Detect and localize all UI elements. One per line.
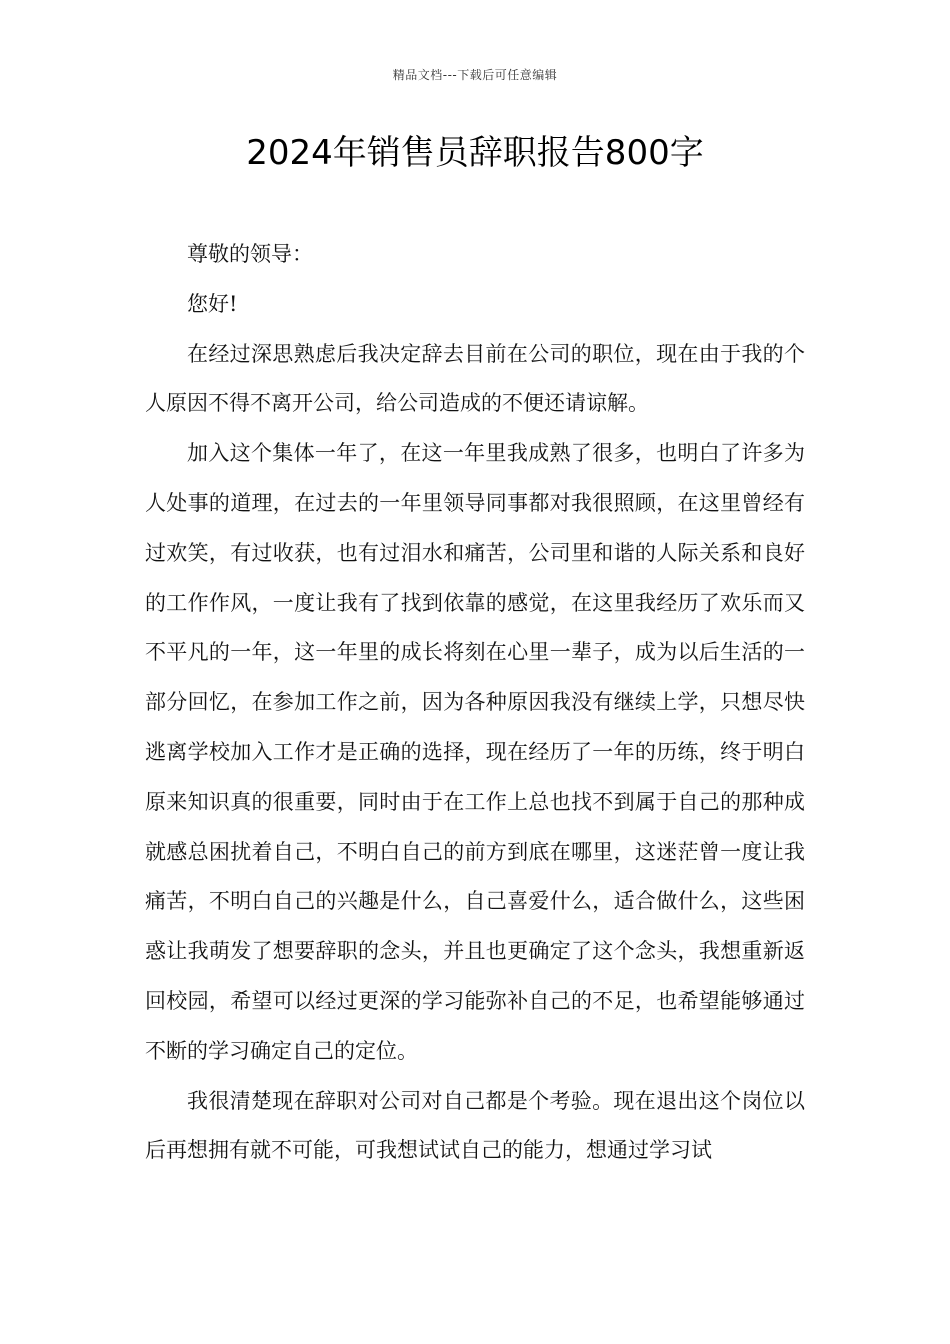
- paragraph: 在经过深思熟虑后我决定辞去目前在公司的职位，现在由于我的个人原因不得不离开公司，给公司造成的不便还请谅解。: [145, 341, 805, 416]
- greeting: 您好!: [187, 291, 238, 316]
- paragraph: 加入这个集体一年了，在这一年里我成熟了很多，也明白了许多为人处事的道理，在过去的一年里领导同事都对我很照顾，在这里曾经有过欢笑，有过收获，也有过泪水和痛苦，公司里和谐的人际关系和良好的工作作风，一度让我有了找到依靠的感觉，在这里我经历了欢乐而又不平凡的一年，这一年里的成长将刻在心里一辈子，成为以后生活的一部分回忆，在参加工作之前，因为各种原因我没有继续上学，只想尽快逃离学校加入工作才是正确的选择，现在经历了一年的历练，终于明白原来知识真的很重要，同时由于在工作上总也找不到属于自己的那种成就感总困扰着自己，不明白自己的前方到底在哪里，这迷茫曾一度让我痛苦，不明白自己的兴趣是什么，自己喜爱什么，适合做什么，这些困惑让我萌发了想要辞职的念头，并且也更确定了这个念头，我想重新返回校园，希望可以经过更深的学习能弥补自己的不足，也希望能够通过不断的学习确定自己的定位。: [145, 441, 805, 1063]
- salutation: 尊敬的领导：: [187, 242, 313, 266]
- document-title: 2024年销售员辞职报告800字: [246, 133, 704, 173]
- paragraph: 我很清楚现在辞职对公司对自己都是个考验。现在退出这个岗位以后再想拥有就不可能，可我想试试自己的能力，想通过学习试: [145, 1088, 805, 1163]
- document-body: [145, 230, 805, 1176]
- header-note: 精品文档---下载后可任意编辑: [392, 68, 558, 82]
